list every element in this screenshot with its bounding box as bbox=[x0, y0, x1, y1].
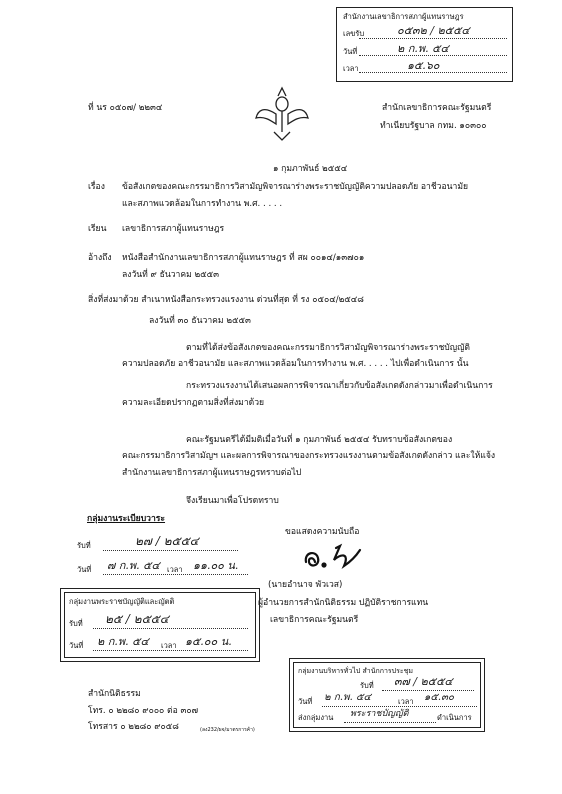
footer-fax: โทรสาร ๐ ๒๒๘๐ ๙๐๕๘ bbox=[88, 722, 179, 732]
paragraph-3-line-2: คณะกรรมาธิการวิสามัญฯ และผลการพิจารณาของกระทรวงแรงงานตามข้อสังเกตดังกล่าว และให้แจ้ง bbox=[122, 451, 496, 461]
receipt-stamp-top bbox=[336, 7, 513, 82]
paragraph-1-line-2: ความปลอดภัย อาชีวอนามัย และสภาพแวดล้อมในการทำงาน พ.ศ. . . . . ไปเพื่อดำเนินการ นั้น bbox=[122, 359, 469, 369]
footer-office: สำนักนิติธรรม bbox=[88, 689, 141, 699]
general-date: ๒ ก.พ. ๕๔ bbox=[324, 692, 372, 703]
legal-time-label: เวลา bbox=[161, 641, 177, 650]
registry-stamp-title: กลุ่มงานระเบียบวาระ bbox=[87, 514, 166, 524]
ref-line-1: หนังสือสำนักงานเลขาธิการสภาผู้แทนราษฎร ที่ สผ ๐๐๑๔/๑๓๗๐๑ bbox=[122, 253, 365, 263]
stamp-time-label: เวลา bbox=[343, 64, 359, 73]
registry-recv-no: ๒๗ / ๒๕๕๔ bbox=[135, 534, 199, 548]
enclosure-line-1: สิ่งที่ส่งมาด้วย สำเนาหนังสือกระทรวงแรงงาน ด่วนที่สุด ที่ รง ๐๕๐๔/๒๕๔๘ bbox=[88, 295, 364, 305]
stamp-date: ๒ ก.พ. ๕๔ bbox=[397, 42, 449, 55]
letter-date: ๑ กุมภาพันธ์ ๒๕๕๔ bbox=[273, 164, 348, 174]
general-action-label: ดำเนินการ bbox=[437, 713, 472, 722]
stamp-date-label: วันที่ bbox=[343, 47, 358, 56]
registry-date-label: วันที่ bbox=[77, 565, 92, 574]
general-time: ๑๕.๓๐ bbox=[424, 692, 455, 703]
to-label: เรียน bbox=[88, 224, 107, 234]
legal-recv-no: ๒๕ / ๒๕๕๔ bbox=[105, 612, 169, 626]
general-recv-label: รับที่ bbox=[360, 681, 374, 690]
subject-line-2: และสภาพแวดล้อมในการทำงาน พ.ศ. . . . . bbox=[122, 199, 283, 209]
reference-number: ที่ นร ๐๕๐๗/ ๒๒๓๔ bbox=[88, 103, 163, 113]
signer-name: (นายอำนาจ พัวเวส) bbox=[268, 580, 343, 590]
legal-stamp-title: กลุ่มงานพระราชบัญญัติและญัตติ bbox=[69, 597, 175, 606]
garuda-emblem-icon bbox=[252, 84, 312, 144]
signer-title-line-2: เลขาธิการคณะรัฐมนตรี bbox=[270, 615, 359, 625]
legal-recv-label: รับที่ bbox=[69, 619, 83, 628]
general-admin-stamp bbox=[293, 662, 481, 728]
enclosure-line-2: ลงวันที่ ๓๐ ธันวาคม ๒๕๕๓ bbox=[149, 316, 251, 326]
closing: จึงเรียนมาเพื่อโปรดทราบ bbox=[186, 496, 279, 506]
legal-date: ๒ ก.พ. ๕๔ bbox=[97, 635, 149, 648]
ref-label: อ้างถึง bbox=[88, 253, 112, 263]
paragraph-1-line-1: ตามที่ได้ส่งข้อสังเกตของคณะกรรมาธิการวิสามัญพิจารณาร่างพระราชบัญญัติ bbox=[186, 343, 470, 353]
stamp-office: สำนักงานเลขาธิการสภาผู้แทนราษฎร bbox=[343, 12, 464, 21]
sender-address: ทำเนียบรัฐบาล กทม. ๑๐๓๐๐ bbox=[380, 121, 487, 131]
registry-time: ๑๑.๐๐ น. bbox=[193, 559, 239, 572]
signer-title-line-1: ผู้อำนวยการสำนักนิติธรรม ปฏิบัติราชการแทน bbox=[258, 598, 429, 608]
legal-date-label: วันที่ bbox=[69, 641, 84, 650]
respect: ขอแสดงความนับถือ bbox=[285, 527, 360, 537]
general-sent-label: ส่งกลุ่มงาน bbox=[298, 713, 334, 722]
general-stamp-title: กลุ่มงานบริหารทั่วไป สำนักการประชุม bbox=[298, 667, 414, 675]
ref-line-2: ลงวันที่ ๙ ธันวาคม ๒๕๕๓ bbox=[122, 270, 220, 280]
footer-tel: โทร. ๐ ๒๒๘๐ ๙๐๐๐ ต่อ ๓๐๗ bbox=[88, 706, 199, 716]
paragraph-3-line-3: สำนักงานเลขาธิการสภาผู้แทนราษฎรทราบต่อไป bbox=[122, 468, 302, 478]
general-time-label: เวลา bbox=[398, 697, 414, 706]
stamp-recv-label: เลขรับ bbox=[343, 29, 365, 38]
general-date-label: วันที่ bbox=[298, 697, 313, 706]
stamp-recv-no: ๐๕๓๒ / ๒๕๕๔ bbox=[397, 24, 470, 37]
registry-time-label: เวลา bbox=[167, 565, 183, 574]
signature-icon bbox=[300, 540, 370, 576]
legal-time: ๑๕.๐๐ น. bbox=[185, 635, 232, 648]
to-recipient: เลขาธิการสภาผู้แทนราษฎร bbox=[122, 224, 225, 234]
paragraph-2-line-1: กระทรวงแรงงานได้เสนอผลการพิจารณาเกี่ยวกับข้อสังเกตดังกล่าวมาเพื่อดำเนินการ bbox=[186, 381, 493, 391]
legal-stamp bbox=[64, 592, 256, 658]
general-recv-no: ๓๗ / ๒๕๕๔ bbox=[394, 675, 453, 688]
subject-label: เรื่อง bbox=[88, 182, 105, 192]
sender-office: สำนักเลขาธิการคณะรัฐมนตรี bbox=[382, 103, 492, 113]
registry-date: ๗ ก.พ. ๕๔ bbox=[107, 559, 160, 572]
paragraph-2-line-2: ความละเอียดปรากฏตามสิ่งที่ส่งมาด้วย bbox=[122, 398, 265, 408]
general-sent-to: พระราชบัญญัติ bbox=[350, 709, 409, 719]
footer-code: (ลง232/ผจ/มาตรการค้า) bbox=[200, 727, 255, 733]
stamp-time: ๑๕.๖๐ bbox=[407, 59, 440, 72]
registry-stamp bbox=[75, 512, 250, 580]
registry-recv-label: รับที่ bbox=[77, 541, 91, 550]
paragraph-3-line-1: คณะรัฐมนตรีได้มีมติเมื่อวันที่ ๑ กุมภาพันธ์ ๒๕๕๔ รับทราบข้อสังเกตของ bbox=[186, 435, 453, 445]
subject-line-1: ข้อสังเกตของคณะกรรมาธิการวิสามัญพิจารณาร่างพระราชบัญญัติความปลอดภัย อาชีวอนามัย bbox=[122, 182, 469, 192]
